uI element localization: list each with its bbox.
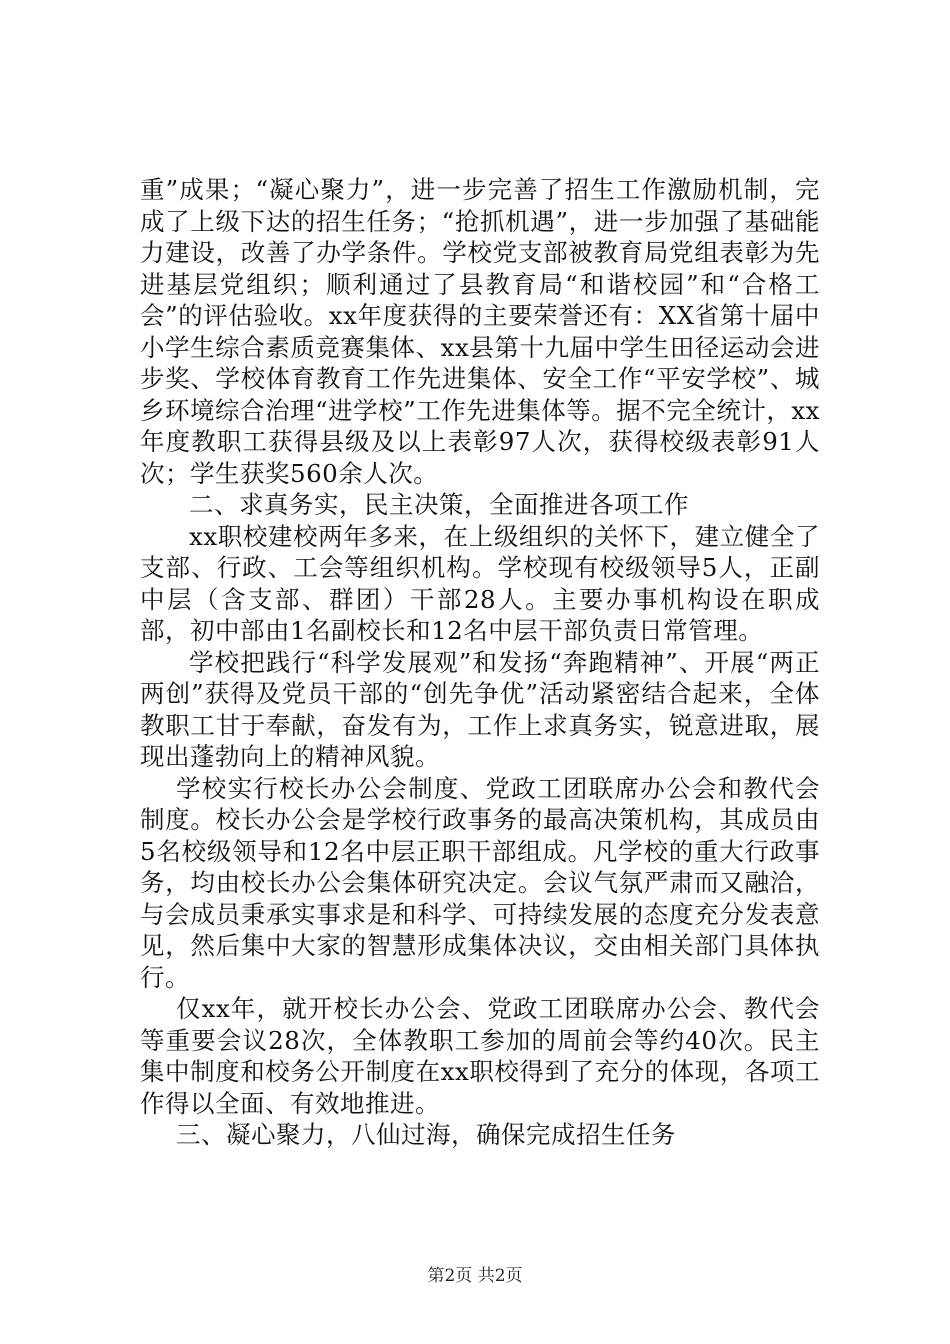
paragraph-spirit: 学校把践行“科学发展观”和发扬“奔跑精神”、开展“两正两创”获得及党员干部的“创先争优”活动紧密结合起来，全体教职工甘于奉献，奋发有为，工作上求真务实，锐意进取，展现出蓬勃向上的精神风貌。 [140,647,820,771]
document-body [140,174,820,1151]
section-heading-2: 二、求真务实，民主决策，全面推进各项工作 [189,490,689,519]
paragraph-honors: 重”成果；“凝心聚力”，进一步完善了招生工作激励机制，完成了上级下达的招生任务；“抢抓机遇”，进一步加强了基础能力建设，改善了办学条件。学校党支部被教育局党组表彰为先进基层党组织；顺利通过了县教育局“和谐校园”和“合格工会”的评估验收。xx年度获得的主要荣誉还有：XX省第十届中小学生综合素质竞赛集体、xx县第十九届中学生田径运动会进步奖、学校体育教育工作先进集体、安全工作“平安学校”、城乡环境综合治理“进学校”工作先进集体等。据不完全统计，xx年度教职工获得县级及以上表彰97人次，获得校级表彰91人次；学生获奖560余人次。 [140,175,820,488]
page-number: 第2页 共2页 [427,1266,523,1286]
paragraph-meeting-system: 学校实行校长办公会制度、党政工团联席办公会和教代会制度。校长办公会是学校行政事务的最高决策机构，其成员由5名校级领导和12名中层正职干部组成。凡学校的重大行政事务，均由校长办公会集体研究决定。会议气氛严肃而又融洽，与会成员秉承实事求是和科学、可持续发展的态度充分发表意见，然后集中大家的智慧形成集体决议，交由相关部门具体执行。 [140,773,820,992]
paragraph-meetings-count: 仅xx年，就开校长办公会、党政工团联席办公会、教代会等重要会议28次，全体教职工参加的周前会等约40次。民主集中制度和校务公开制度在xx职校得到了充分的体现，各项工作得以全面、有效地推进。 [140,994,820,1118]
section-heading-3: 三、凝心聚力，八仙过海，确保完成招生任务 [176,1120,676,1149]
paragraph-organization: xx职校建校两年多来，在上级组织的关怀下，建立健全了支部、行政、工会等组织机构。学校现有校级领导5人，正副中层（含支部、群团）干部28人。主要办事机构设在职成部，初中部由1名副校长和12名中层干部负责日常管理。 [140,521,820,645]
